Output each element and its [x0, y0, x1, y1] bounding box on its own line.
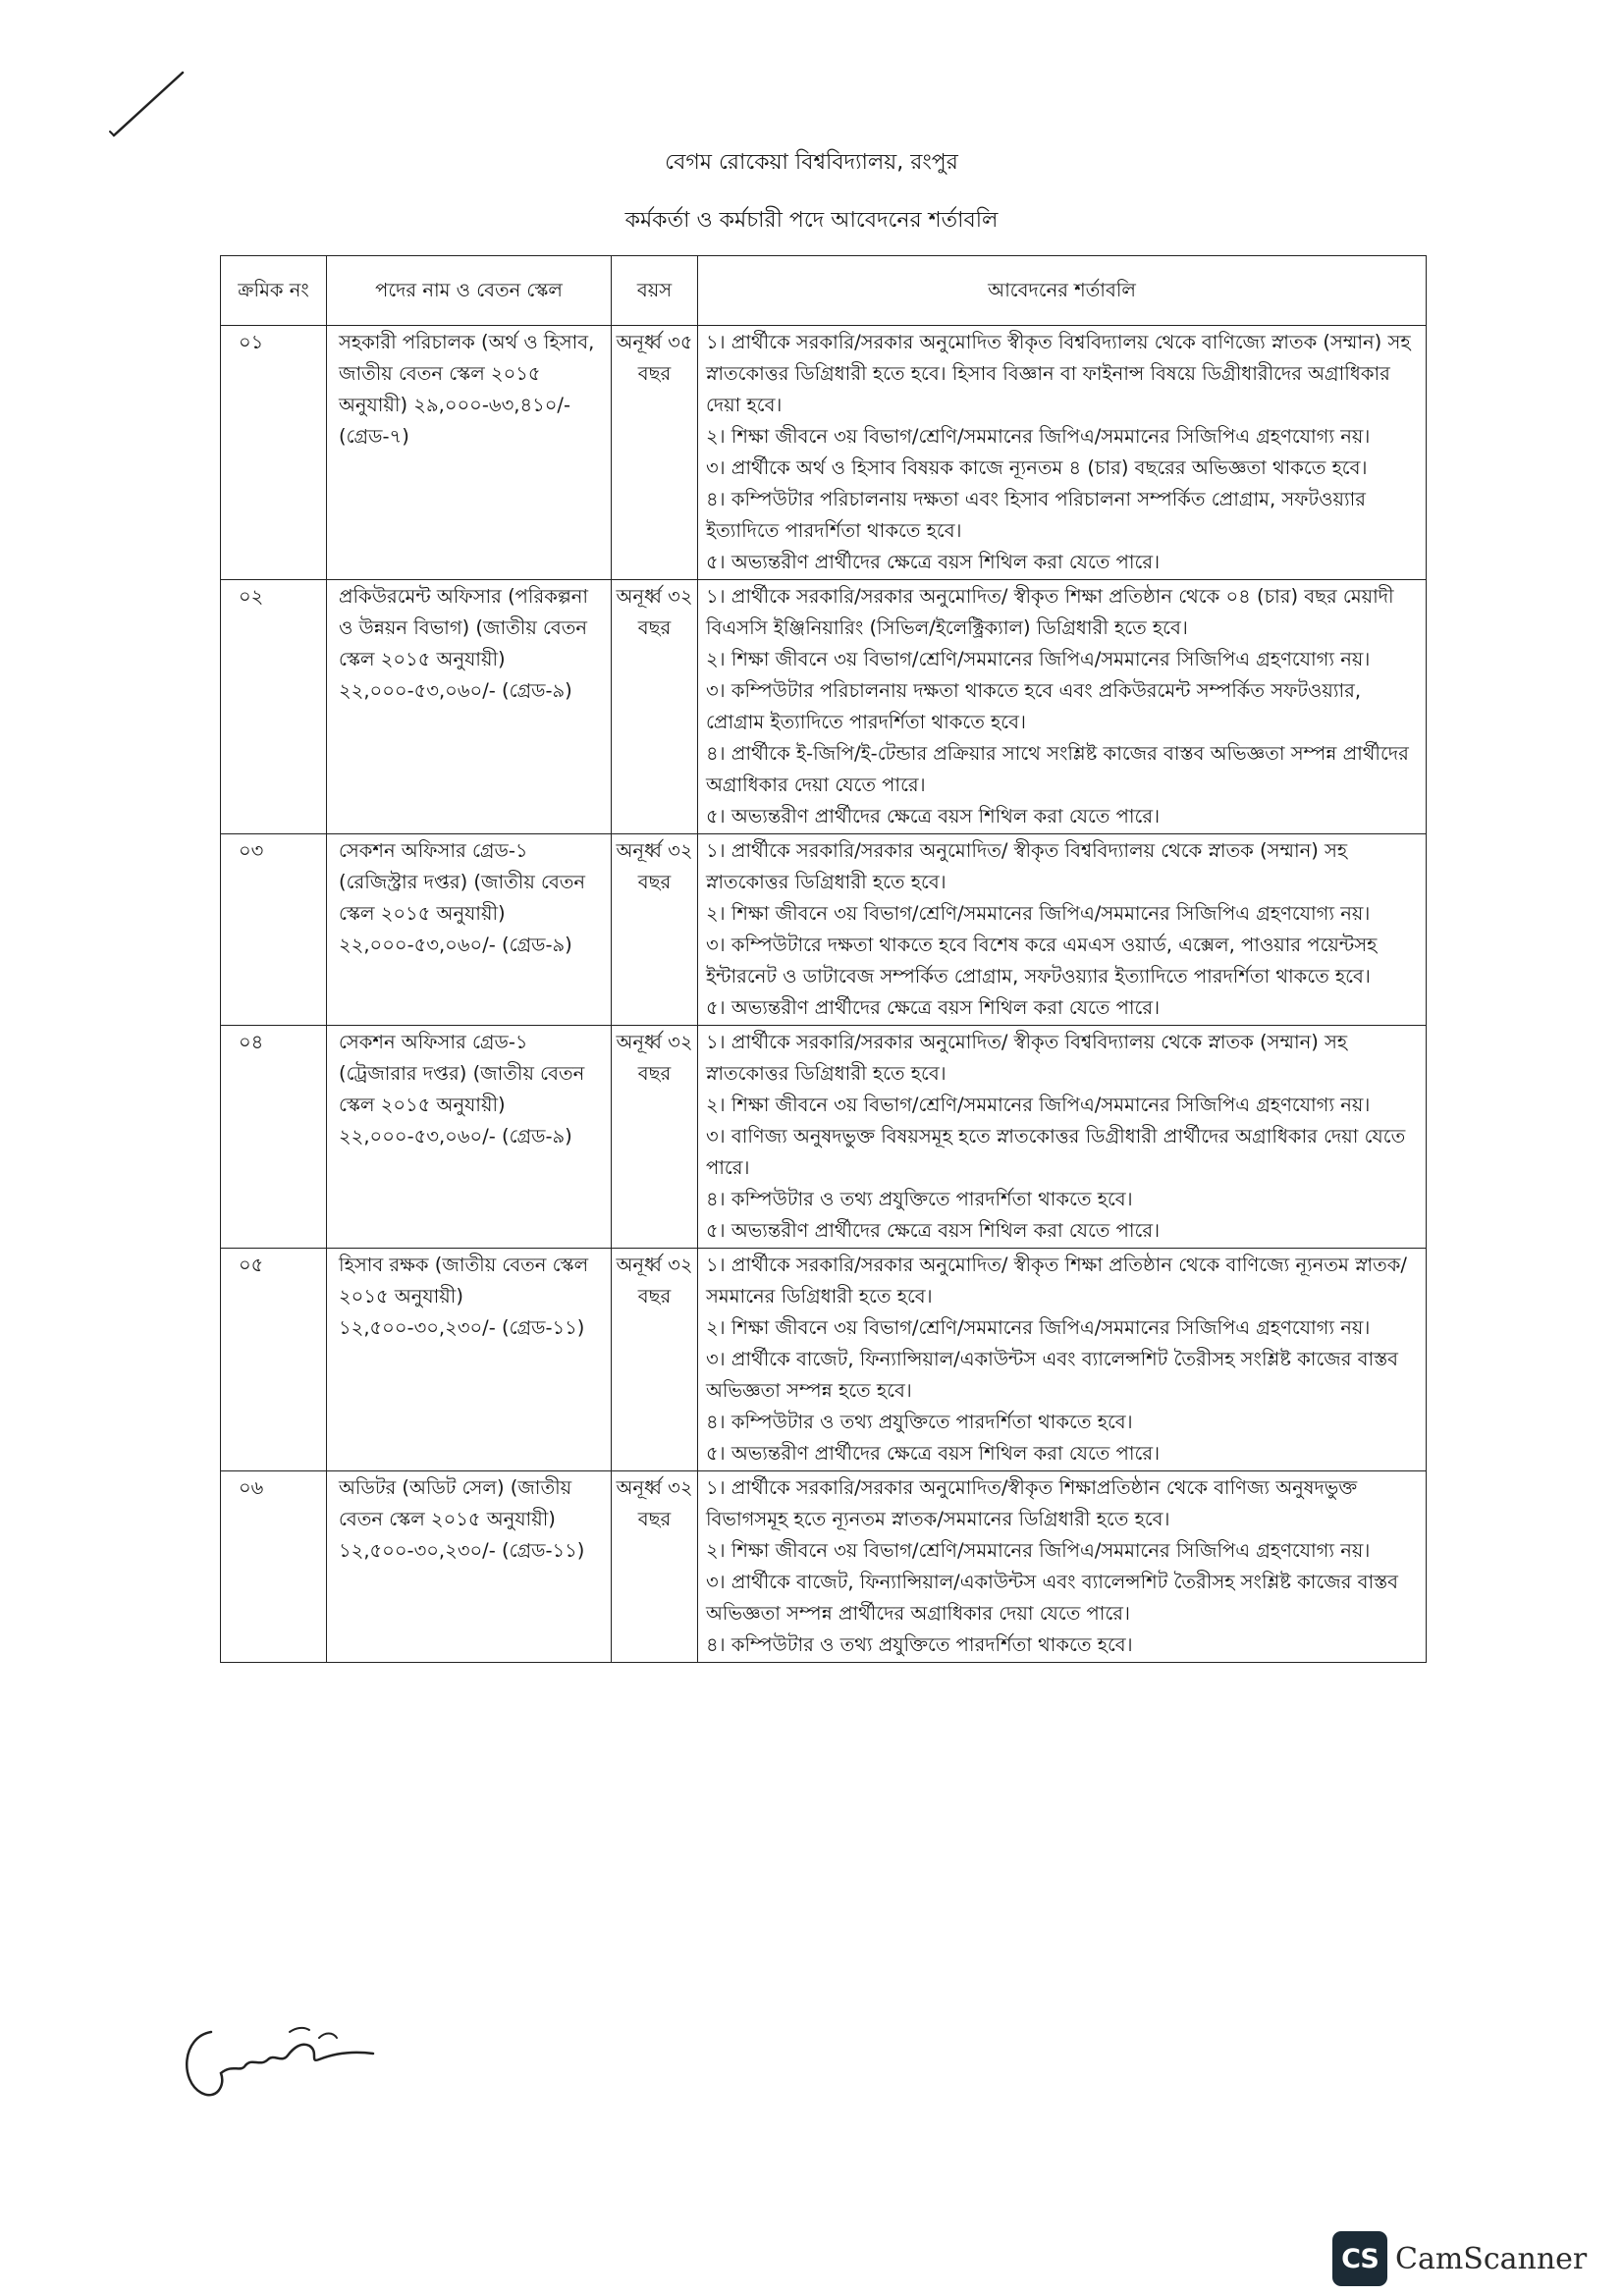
condition-item: ২। শিক্ষা জীবনে ৩য় বিভাগ/শ্রেণি/সমমানের জিপিএ/সমমানের সিজিপিএ গ্রহণযোগ্য নয়।: [706, 648, 1371, 670]
table-row: [221, 580, 1427, 834]
row-post-name: অডিটর (অডিট সেল) (জাতীয় বেতন স্কেল ২০১৫ অনুযায়ী) ১২,৫০০-৩০,২৩০/- (গ্রেড-১১): [327, 1471, 612, 1663]
row-age-limit: অনূর্ধ্ব ৩২ বছর: [612, 1471, 698, 1663]
row-serial: ০৬: [221, 1471, 327, 1663]
camscanner-watermark: [1332, 2229, 1587, 2288]
row-serial: ০৩: [221, 834, 327, 1026]
condition-item: ৩। বাণিজ্য অনুষদভুক্ত বিষয়সমূহ হতে স্নাতকোত্তর ডিগ্রীধারী প্রার্থীদের অগ্রাধিকার দেয়া যেতে পারে।: [706, 1125, 1406, 1179]
condition-item: ১। প্রার্থীকে সরকারি/সরকার অনুমোদিত স্বীকৃত বিশ্ববিদ্যালয় থেকে বাণিজ্যে স্নাতক (সম্মান) সহ স্নাতকোত্তর ডিগ্রিধারী হতে হবে। হিসাব বিজ্ঞান বা ফাইনান্স বিষয়ে ডিগ্রীধারীদের অগ্রাধিকার দেয়া হবে।: [706, 331, 1411, 416]
header-age: বয়স: [612, 256, 698, 326]
row-conditions: [698, 1471, 1427, 1663]
row-post-name: সহকারী পরিচালক (অর্থ ও হিসাব, জাতীয় বেতন স্কেল ২০১৫ অনুযায়ী) ২৯,০০০-৬৩,৪১০/- (গ্রেড-৭): [327, 326, 612, 580]
condition-item: ৩। প্রার্থীকে বাজেট, ফিন্যান্সিয়াল/একাউন্টস এবং ব্যালেন্সশিট তৈরীসহ সংশ্লিষ্ট কাজের বাস্তব অভিজ্ঞতা সম্পন্ন হতে হবে।: [706, 1348, 1399, 1402]
row-age-limit: অনূর্ধ্ব ৩৫ বছর: [612, 326, 698, 580]
condition-item: ২। শিক্ষা জীবনে ৩য় বিভাগ/শ্রেণি/সমমানের জিপিএ/সমমানের সিজিপিএ গ্রহণযোগ্য নয়।: [706, 902, 1371, 925]
row-age-limit: অনূর্ধ্ব ৩২ বছর: [612, 834, 698, 1026]
condition-item: ৩। কম্পিউটারে দক্ষতা থাকতে হবে বিশেষ করে এমএস ওয়ার্ড, এক্সেল, পাওয়ার পয়েন্টসহ ইন্টারনেট ও ডাটাবেজ সম্পর্কিত প্রোগ্রাম, সফটওয়্যার ইত্যাদিতে পারদর্শিতা থাকতে হবে।: [706, 934, 1378, 988]
header-post: পদের নাম ও বেতন স্কেল: [327, 256, 612, 326]
table-row: [221, 1249, 1427, 1471]
camscanner-name: CamScanner: [1395, 2241, 1588, 2276]
condition-item: ১। প্রার্থীকে সরকারি/সরকার অনুমোদিত/স্বীকৃত শিক্ষাপ্রতিষ্ঠান থেকে বাণিজ্য অনুষদভুক্ত বিভাগসমূহ হতে ন্যূনতম স্নাতক/সমমানের ডিগ্রিধারী হতে হবে।: [706, 1476, 1358, 1530]
condition-item: ১। প্রার্থীকে সরকারি/সরকার অনুমোদিত/ স্বীকৃত শিক্ষা প্রতিষ্ঠান থেকে বাণিজ্যে ন্যূনতম স্নাতক/সমমানের ডিগ্রিধারী হতে হবে।: [706, 1254, 1407, 1308]
condition-item: ১। প্রার্থীকে সরকারি/সরকার অনুমোদিত/ স্বীকৃত বিশ্ববিদ্যালয় থেকে স্নাতক (সম্মান) সহ স্নাতকোত্তর ডিগ্রিধারী হতে হবে।: [706, 839, 1348, 893]
table-row: [221, 1026, 1427, 1249]
conditions-table: [220, 255, 1427, 1663]
condition-item: ৪। কম্পিউটার ও তথ্য প্রযুক্তিতে পারদর্শিতা থাকতে হবে।: [706, 1411, 1133, 1433]
condition-item: ৩। প্রার্থীকে বাজেট, ফিন্যান্সিয়াল/একাউন্টস এবং ব্যালেন্সশিট তৈরীসহ সংশ্লিষ্ট কাজের বাস্তব অভিজ্ঞতা সম্পন্ন প্রার্থীদের অগ্রাধিকার দেয়া যেতে পারে।: [706, 1571, 1399, 1625]
row-serial: ০১: [221, 326, 327, 580]
row-conditions: [698, 326, 1427, 580]
document-title: বেগম রোকেয়া বিশ্ববিদ্যালয়, রংপুর: [665, 150, 958, 175]
row-post-name: সেকশন অফিসার গ্রেড-১ (ট্রেজারার দপ্তর) (জাতীয় বেতন স্কেল ২০১৫ অনুযায়ী) ২২,০০০-৫৩,০৬০/- (গ্রেড-৯): [327, 1026, 612, 1249]
condition-item: ৪। কম্পিউটার ও তথ্য প্রযুক্তিতে পারদর্শিতা থাকতে হবে।: [706, 1188, 1133, 1210]
condition-item: ২। শিক্ষা জীবনে ৩য় বিভাগ/শ্রেণি/সমমানের জিপিএ/সমমানের সিজিপিএ গ্রহণযোগ্য নয়।: [706, 1316, 1371, 1339]
condition-item: ৫। অভ্যন্তরীণ প্রার্থীদের ক্ষেত্রে বয়স শিথিল করা যেতে পারে।: [706, 1442, 1161, 1465]
pen-stroke-mark: [108, 69, 196, 142]
condition-item: ৫। অভ্যন্তরীণ প্রার্থীদের ক্ষেত্রে বয়স শিথিল করা যেতে পারে।: [706, 805, 1161, 828]
condition-item: ৪। প্রার্থীকে ই-জিপি/ই-টেন্ডার প্রক্রিয়ার সাথে সংশ্লিষ্ট কাজের বাস্তব অভিজ্ঞতা সম্পন্ন প্রার্থীদের অগ্রাধিকার দেয়া যেতে পারে।: [706, 742, 1409, 796]
table-row: [221, 834, 1427, 1026]
row-serial: ০২: [221, 580, 327, 834]
row-conditions: [698, 580, 1427, 834]
condition-item: ৩। কম্পিউটার পরিচালনায় দক্ষতা থাকতে হবে এবং প্রকিউরমেন্ট সম্পর্কিত সফটওয়্যার, প্রোগ্রাম ইত্যাদিতে পারদর্শিতা থাকতে হবে।: [706, 679, 1362, 733]
row-conditions: [698, 1026, 1427, 1249]
row-serial: ০৫: [221, 1249, 327, 1471]
row-age-limit: অনূর্ধ্ব ৩২ বছর: [612, 1026, 698, 1249]
condition-item: ৪। কম্পিউটার ও তথ্য প্রযুক্তিতে পারদর্শিতা থাকতে হবে।: [706, 1633, 1133, 1656]
table-header-row: [221, 256, 1427, 326]
condition-item: ২। শিক্ষা জীবনে ৩য় বিভাগ/শ্রেণি/সমমানের জিপিএ/সমমানের সিজিপিএ গ্রহণযোগ্য নয়।: [706, 1094, 1371, 1116]
table-row: [221, 326, 1427, 580]
header-conditions: আবেদনের শর্তাবলি: [698, 256, 1427, 326]
condition-item: ২। শিক্ষা জীবনে ৩য় বিভাগ/শ্রেণি/সমমানের জিপিএ/সমমানের সিজিপিএ গ্রহণযোগ্য নয়।: [706, 1539, 1371, 1562]
condition-item: ৫। অভ্যন্তরীণ প্রার্থীদের ক্ষেত্রে বয়স শিথিল করা যেতে পারে।: [706, 1219, 1161, 1242]
document-subtitle: কর্মকর্তা ও কর্মচারী পদে আবেদনের শর্তাবলি: [624, 208, 999, 233]
condition-item: ১। প্রার্থীকে সরকারি/সরকার অনুমোদিত/ স্বীকৃত বিশ্ববিদ্যালয় থেকে স্নাতক (সম্মান) সহ স্নাতকোত্তর ডিগ্রিধারী হতে হবে।: [706, 1031, 1348, 1085]
row-age-limit: অনূর্ধ্ব ৩২ বছর: [612, 580, 698, 834]
condition-item: ৩। প্রার্থীকে অর্থ ও হিসাব বিষয়ক কাজে ন্যূনতম ৪ (চার) বছরের অভিজ্ঞতা থাকতে হবে।: [706, 456, 1368, 479]
signature: [172, 2002, 388, 2110]
table-body: [221, 326, 1427, 1663]
row-post-name: হিসাব রক্ষক (জাতীয় বেতন স্কেল ২০১৫ অনুযায়ী) ১২,৫০০-৩০,২৩০/- (গ্রেড-১১): [327, 1249, 612, 1471]
row-post-name: প্রকিউরমেন্ট অফিসার (পরিকল্পনা ও উন্নয়ন বিভাগ) (জাতীয় বেতন স্কেল ২০১৫ অনুযায়ী) ২২,০০০-৫৩,০৬০/- (গ্রেড-৯): [327, 580, 612, 834]
row-post-name: সেকশন অফিসার গ্রেড-১ (রেজিস্ট্রার দপ্তর) (জাতীয় বেতন স্কেল ২০১৫ অনুযায়ী) ২২,০০০-৫৩,০৬০/- (গ্রেড-৯): [327, 834, 612, 1026]
row-conditions: [698, 1249, 1427, 1471]
condition-item: ৪। কম্পিউটার পরিচালনায় দক্ষতা এবং হিসাব পরিচালনা সম্পর্কিত প্রোগ্রাম, সফটওয়্যার ইত্যাদিতে পারদর্শিতা থাকতে হবে।: [706, 488, 1366, 542]
row-serial: ০৪: [221, 1026, 327, 1249]
condition-item: ২। শিক্ষা জীবনে ৩য় বিভাগ/শ্রেণি/সমমানের জিপিএ/সমমানের সিজিপিএ গ্রহণযোগ্য নয়।: [706, 425, 1371, 448]
condition-item: ৫। অভ্যন্তরীণ প্রার্থীদের ক্ষেত্রে বয়স শিথিল করা যেতে পারে।: [706, 996, 1161, 1019]
condition-item: ৫। অভ্যন্তরীণ প্রার্থীদের ক্ষেত্রে বয়স শিথিল করা যেতে পারে।: [706, 551, 1161, 573]
table-row: [221, 1471, 1427, 1663]
row-conditions: [698, 834, 1427, 1026]
header-serial: ক্রমিক নং: [221, 256, 327, 326]
row-age-limit: অনূর্ধ্ব ৩২ বছর: [612, 1249, 698, 1471]
condition-item: ১। প্রার্থীকে সরকারি/সরকার অনুমোদিত/ স্বীকৃত শিক্ষা প্রতিষ্ঠান থেকে ০৪ (চার) বছর মেয়াদী বিএসসি ইঞ্জিনিয়ারিং (সিভিল/ইলেক্ট্রিক্যাল) ডিগ্রিধারী হতে হবে।: [706, 585, 1394, 639]
camscanner-logo-icon: CS: [1332, 2231, 1387, 2286]
